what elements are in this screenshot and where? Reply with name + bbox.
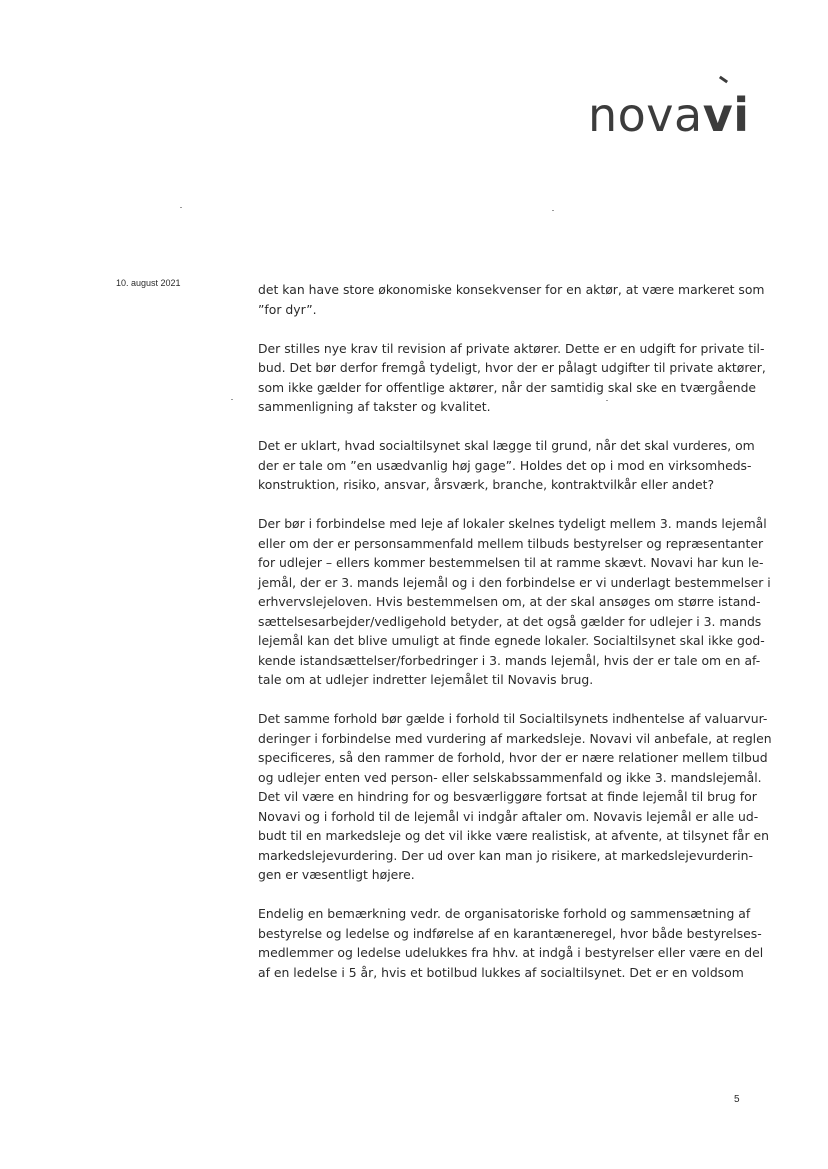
text-line: lejemål kan det blive umuligt at finde egnede lokaler. Socialtilsynet skal ikke god- [258, 633, 765, 648]
text-line: Det er uklart, hvad socialtilsynet skal lægge til grund, når det skal vurderes, om [258, 438, 755, 453]
text-line: Der stilles nye krav til revision af private aktører. Dette er en udgift for private til- [258, 340, 765, 356]
logo-accent-mark [719, 76, 728, 84]
text-line: ”for dyr”. [258, 301, 317, 317]
text-line: Det samme forhold bør gælde i forhold til Socialtilsynets indhentelse af valuarvur- [258, 711, 768, 726]
text-line: deringer i forbindelse med vurdering af markedsleje. Novavi vil anbefale, at reglen [258, 730, 772, 746]
text-line: der er tale om ”en usædvanlig høj gage”. Holdes det op i mod en virksomheds- [258, 457, 752, 473]
scan-speck [180, 207, 182, 208]
letter-body [258, 280, 772, 1002]
paragraph [258, 339, 766, 417]
text-line: medlemmer og ledelse udelukkes fra hhv. at indgå i bestyrelser eller være en del [258, 945, 764, 960]
scan-speck [552, 210, 554, 211]
text-line: for udlejer – ellers kommer bestemmelsen til at ramme skævt. Novavi har kun le- [258, 555, 764, 570]
text-line: som ikke gælder for offentlige aktører, når der samtidig skal ske en tværgående [258, 379, 757, 395]
text-line: og udlejer enten ved person- eller selskabssammenfald og ikke 3. mandslejemål. [258, 769, 762, 785]
logo-text-bold [703, 88, 750, 142]
text-line: sammenligning af takster og kvalitet. [258, 399, 491, 414]
text-line: det kan have store økonomiske konsekvenser for en aktør, at være markeret som [258, 282, 765, 297]
paragraph [258, 280, 765, 319]
logo-text-light: nova [588, 88, 703, 142]
text-line: gen er væsentligt højere. [258, 867, 415, 882]
text-line: af en ledelse i 5 år, hvis et botilbud lukkes af socialtilsynet. Det er en voldsom [258, 964, 744, 980]
text-line: erhvervslejeloven. Hvis bestemmelsen om, at der skal ansøges om større istand- [258, 594, 761, 609]
text-line: Der bør i forbindelse med leje af lokaler skelnes tydeligt mellem 3. mands lejemål [258, 516, 767, 531]
document-date: 10. august 2021 [116, 278, 181, 288]
text-line: kende istandsættelser/forbedringer i 3. mands lejemål, hvis der er tale om en af- [258, 652, 761, 668]
text-line: Novavi og i forhold til de lejemål vi indgår aftaler om. Novavis lejemål er alle ud- [258, 808, 759, 824]
text-line: markedslejevurdering. Der ud over kan man jo risikere, at markedslejevurderin- [258, 847, 753, 863]
scan-speck [231, 399, 233, 400]
text-line: bestyrelse og ledelse og indførelse af en karantæneregel, hvor både bestyrelses- [258, 925, 762, 941]
text-line: specificeres, så den rammer de forhold, hvor der er nære relationer mellem tilbud [258, 750, 768, 765]
text-line: Endelig en bemærkning vedr. de organisatoriske forhold og sammensætning af [258, 906, 751, 921]
logo-text-bold-letters: vi [702, 88, 750, 142]
text-line: jemål, der er 3. mands lejemål og i den forbindelse er vi underlagt bestemmelser i [258, 574, 771, 590]
paragraph [258, 436, 755, 495]
text-line: eller om der er personsammenfald mellem tilbuds bestyrelser og repræsentanter [258, 535, 764, 551]
text-line: budt til en markedsleje og det vil ikke være realistisk, at afvente, at tilsynet får en [258, 828, 769, 843]
page-number: 5 [734, 1094, 740, 1105]
text-line: sættelsesarbejder/vedligehold betyder, at det også gælder for udlejer i 3. mands [258, 613, 762, 629]
text-line: bud. Det bør derfor fremgå tydeligt, hvor der er pålagt udgifter til private aktører, [258, 360, 766, 375]
text-line: tale om at udlejer indretter lejemålet til Novavis brug. [258, 672, 594, 687]
text-line: Det vil være en hindring for og besværliggøre fortsat at finde lejemål til brug for [258, 789, 757, 804]
paragraph [258, 514, 771, 690]
novavi-logo [588, 88, 750, 142]
paragraph [258, 904, 764, 982]
paragraph [258, 709, 772, 885]
text-line: konstruktion, risiko, ansvar, årsværk, branche, kontraktvilkår eller andet? [258, 477, 715, 492]
